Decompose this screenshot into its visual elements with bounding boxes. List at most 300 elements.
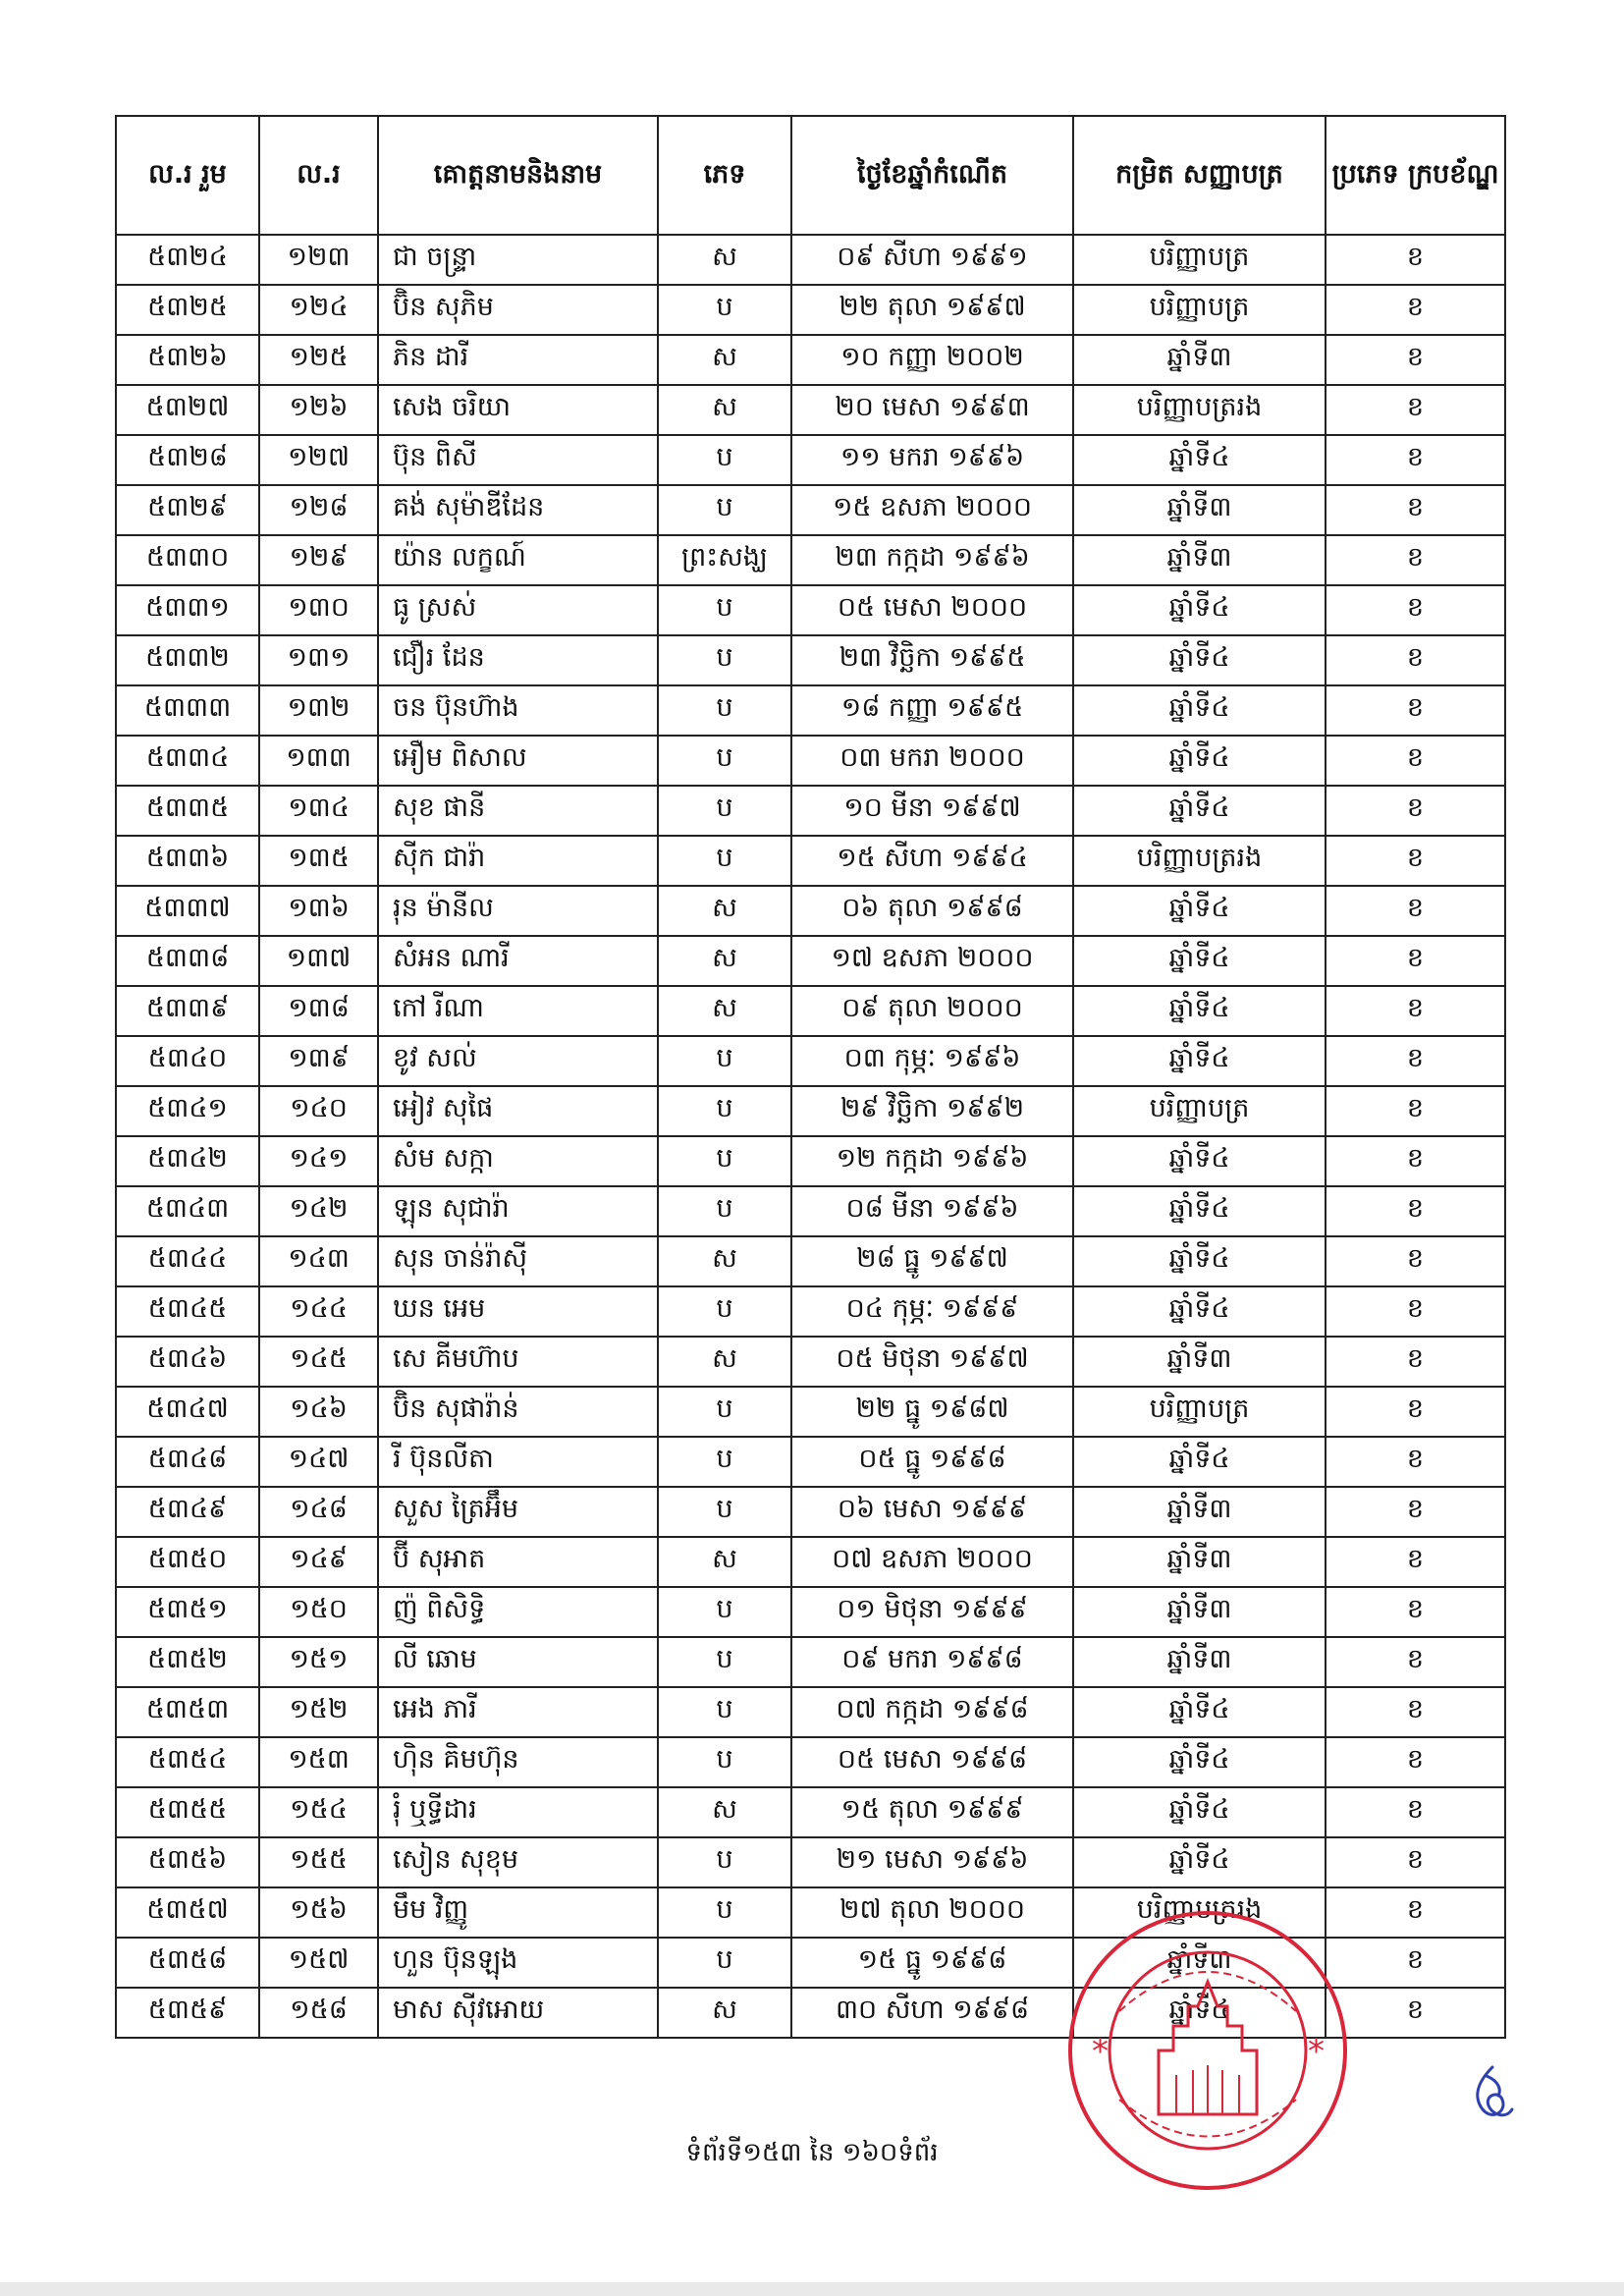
cell-degree-level: ឆ្នាំទី៤	[1073, 1437, 1326, 1487]
cell-sex: ប	[658, 585, 791, 635]
cell-full-name: មឹម វិញ្ញូ	[378, 1887, 658, 1938]
cell-date-of-birth: ០៨ មីនា ១៩៩៦	[791, 1186, 1073, 1236]
cell-full-name: ចន ប៊ុនហ៊ាង	[378, 685, 658, 736]
cell-full-name: សំអន ណារី	[378, 936, 658, 986]
cell-date-of-birth: ១៥ ធ្នូ ១៩៩៨	[791, 1938, 1073, 1988]
cell-number: ១៣០	[259, 585, 378, 635]
cell-full-name: សួស ត្រៃអ៊ឹម	[378, 1487, 658, 1537]
table-row	[116, 936, 1505, 986]
cell-degree-level: ឆ្នាំទី៤	[1073, 886, 1326, 936]
cell-frame-type: ខ	[1326, 1036, 1505, 1086]
cell-number: ១៤៨	[259, 1487, 378, 1537]
cell-date-of-birth: ០១ មិថុនា ១៩៩៩	[791, 1587, 1073, 1637]
cell-degree-level: ឆ្នាំទី៤	[1073, 685, 1326, 736]
cell-frame-type: ខ	[1326, 1988, 1505, 2038]
cell-sex: ស	[658, 385, 791, 435]
cell-overall-number: ៥៣៣០	[116, 535, 259, 585]
cell-degree-level: ឆ្នាំទី៣	[1073, 1537, 1326, 1587]
cell-frame-type: ខ	[1326, 1787, 1505, 1837]
cell-degree-level: ឆ្នាំទី៤	[1073, 1036, 1326, 1086]
cell-date-of-birth: ០៥ មិថុនា ១៩៩៧	[791, 1337, 1073, 1387]
cell-frame-type: ខ	[1326, 685, 1505, 736]
cell-full-name: ប៊ិន សុភិម	[378, 285, 658, 335]
cell-number: ១៥៦	[259, 1887, 378, 1938]
cell-frame-type: ខ	[1326, 1637, 1505, 1687]
table-row	[116, 585, 1505, 635]
cell-overall-number: ៥៣៤៩	[116, 1487, 259, 1537]
cell-number: ១៤៤	[259, 1286, 378, 1337]
table-body	[116, 235, 1505, 2038]
cell-overall-number: ៥៣៥៤	[116, 1737, 259, 1787]
cell-overall-number: ៥៣៥៩	[116, 1988, 259, 2038]
cell-number: ១៣២	[259, 685, 378, 736]
cell-sex: ប	[658, 685, 791, 736]
header-overall-number: ល.រ រួម	[116, 116, 259, 235]
cell-number: ១៥១	[259, 1637, 378, 1687]
cell-sex: ប	[658, 1286, 791, 1337]
cell-number: ១៤៣	[259, 1236, 378, 1286]
cell-sex: ប	[658, 1887, 791, 1938]
cell-frame-type: ខ	[1326, 936, 1505, 986]
cell-full-name: គង់ សុម៉ាឌីដែន	[378, 485, 658, 535]
cell-degree-level: បរិញ្ញាបត្រ	[1073, 285, 1326, 335]
table-row	[116, 285, 1505, 335]
cell-overall-number: ៥៣៤១	[116, 1086, 259, 1136]
cell-sex: ស	[658, 1988, 791, 2038]
cell-full-name: សេ គីមហ៊ាប	[378, 1337, 658, 1387]
cell-degree-level: ឆ្នាំទី៤	[1073, 1988, 1326, 2038]
cell-sex: ប	[658, 435, 791, 485]
cell-sex: ប	[658, 485, 791, 535]
cell-degree-level: ឆ្នាំទី៤	[1073, 635, 1326, 685]
cell-date-of-birth: ០៥ មេសា ១៩៩៨	[791, 1737, 1073, 1787]
table-row	[116, 1787, 1505, 1837]
cell-number: ១៤៥	[259, 1337, 378, 1387]
cell-sex: ប	[658, 786, 791, 836]
cell-frame-type: ខ	[1326, 1537, 1505, 1587]
cell-date-of-birth: ០៦ តុលា ១៩៩៨	[791, 886, 1073, 936]
cell-sex: ប	[658, 1186, 791, 1236]
cell-full-name: ជា ចន្ទ្រា	[378, 235, 658, 285]
cell-date-of-birth: ០៩ មករា ១៩៩៨	[791, 1637, 1073, 1687]
table-row	[116, 485, 1505, 535]
svg-text:*: *	[1092, 2032, 1109, 2071]
cell-sex: ប	[658, 1086, 791, 1136]
cell-date-of-birth: ២៧ តុលា ២០០០	[791, 1887, 1073, 1938]
cell-sex: ស	[658, 986, 791, 1036]
cell-sex: ប	[658, 1387, 791, 1437]
cell-full-name: ឃន អេម	[378, 1286, 658, 1337]
cell-number: ១២៥	[259, 335, 378, 385]
cell-overall-number: ៥៣២៩	[116, 485, 259, 535]
table-row	[116, 1487, 1505, 1537]
cell-degree-level: ឆ្នាំទី៣	[1073, 535, 1326, 585]
cell-full-name: ភិន ដារី	[378, 335, 658, 385]
cell-number: ១៥៤	[259, 1787, 378, 1837]
cell-date-of-birth: ០៧ កក្កដា ១៩៩៨	[791, 1687, 1073, 1737]
cell-degree-level: ឆ្នាំទី៣	[1073, 485, 1326, 535]
cell-frame-type: ខ	[1326, 535, 1505, 585]
cell-frame-type: ខ	[1326, 235, 1505, 285]
cell-number: ១៤២	[259, 1186, 378, 1236]
cell-overall-number: ៥៣៣៨	[116, 936, 259, 986]
cell-date-of-birth: ០៣ មករា ២០០០	[791, 736, 1073, 786]
cell-number: ១៣៣	[259, 736, 378, 786]
cell-overall-number: ៥៣៤៥	[116, 1286, 259, 1337]
signature-mark	[1463, 2062, 1522, 2131]
cell-number: ១២៧	[259, 435, 378, 485]
cell-date-of-birth: ១៥ ឧសភា ២០០០	[791, 485, 1073, 535]
cell-number: ១៤០	[259, 1086, 378, 1136]
cell-degree-level: ឆ្នាំទី៣	[1073, 335, 1326, 385]
cell-date-of-birth: ០៩ សីហា ១៩៩១	[791, 235, 1073, 285]
cell-date-of-birth: ២០ មេសា ១៩៩៣	[791, 385, 1073, 435]
cell-overall-number: ៥៣២៤	[116, 235, 259, 285]
cell-frame-type: ខ	[1326, 1337, 1505, 1387]
cell-degree-level: ឆ្នាំទី៣	[1073, 1337, 1326, 1387]
cell-date-of-birth: ១០ មីនា ១៩៩៧	[791, 786, 1073, 836]
table-row	[116, 235, 1505, 285]
cell-full-name: ស៊ីក ជារ៉ា	[378, 836, 658, 886]
cell-overall-number: ៥៣៤២	[116, 1136, 259, 1186]
cell-overall-number: ៥៣៥២	[116, 1637, 259, 1687]
cell-number: ១៥៨	[259, 1988, 378, 2038]
cell-date-of-birth: ២៣ កក្កដា ១៩៩៦	[791, 535, 1073, 585]
cell-overall-number: ៥៣៤០	[116, 1036, 259, 1086]
cell-sex: ប	[658, 635, 791, 685]
cell-date-of-birth: ០៥ មេសា ២០០០	[791, 585, 1073, 635]
cell-frame-type: ខ	[1326, 836, 1505, 886]
cell-degree-level: ឆ្នាំទី៣	[1073, 1938, 1326, 1988]
cell-overall-number: ៥៣៥៣	[116, 1687, 259, 1737]
cell-full-name: សុខ ផានី	[378, 786, 658, 836]
cell-overall-number: ៥៣៣៤	[116, 736, 259, 786]
cell-date-of-birth: ៣០ សីហា ១៩៩៨	[791, 1988, 1073, 2038]
cell-frame-type: ខ	[1326, 1437, 1505, 1487]
header-full-name: គោត្តនាមនិងនាម	[378, 116, 658, 235]
cell-frame-type: ខ	[1326, 1236, 1505, 1286]
cell-date-of-birth: ២២ តុលា ១៩៩៧	[791, 285, 1073, 335]
cell-degree-level: ឆ្នាំទី៣	[1073, 1587, 1326, 1637]
cell-degree-level: ឆ្នាំទី៤	[1073, 786, 1326, 836]
cell-full-name: ឡុន សុជារ៉ា	[378, 1186, 658, 1236]
table-row	[116, 736, 1505, 786]
cell-frame-type: ខ	[1326, 585, 1505, 635]
table-row	[116, 1637, 1505, 1687]
cell-overall-number: ៥៣៣៦	[116, 836, 259, 886]
table-row	[116, 1236, 1505, 1286]
table-row	[116, 1587, 1505, 1637]
cell-date-of-birth: ០៦ មេសា ១៩៩៩	[791, 1487, 1073, 1537]
cell-degree-level: បរិញ្ញាបត្ររង	[1073, 385, 1326, 435]
cell-degree-level: បរិញ្ញាបត្រ	[1073, 235, 1326, 285]
header-date-of-birth: ថ្ងៃខែឆ្នាំកំណើត	[791, 116, 1073, 235]
table-row	[116, 786, 1505, 836]
table-header-row	[116, 116, 1505, 235]
cell-overall-number: ៥៣៥៨	[116, 1938, 259, 1988]
cell-sex: ប	[658, 1587, 791, 1637]
cell-full-name: ជឿរ ដែន	[378, 635, 658, 685]
cell-date-of-birth: ០៣ កុម្ភៈ ១៩៩៦	[791, 1036, 1073, 1086]
cell-frame-type: ខ	[1326, 335, 1505, 385]
cell-full-name: សេង ចរិយា	[378, 385, 658, 435]
cell-number: ១២៣	[259, 235, 378, 285]
cell-overall-number: ៥៣២៥	[116, 285, 259, 335]
cell-frame-type: ខ	[1326, 1286, 1505, 1337]
cell-date-of-birth: ២២ ធ្នូ ១៩៨៧	[791, 1387, 1073, 1437]
cell-date-of-birth: ២៨ ធ្នូ ១៩៩៧	[791, 1236, 1073, 1286]
cell-full-name: ខូវ សល់	[378, 1036, 658, 1086]
table-row	[116, 1537, 1505, 1587]
cell-degree-level: ឆ្នាំទី៤	[1073, 936, 1326, 986]
table-row	[116, 1837, 1505, 1887]
cell-frame-type: ខ	[1326, 1887, 1505, 1938]
cell-number: ១៥០	[259, 1587, 378, 1637]
cell-sex: ស	[658, 1337, 791, 1387]
cell-overall-number: ៥៣២៨	[116, 435, 259, 485]
table-row	[116, 1938, 1505, 1988]
cell-frame-type: ខ	[1326, 1587, 1505, 1637]
cell-overall-number: ៥៣៥៧	[116, 1887, 259, 1938]
cell-overall-number: ៥៣៣២	[116, 635, 259, 685]
cell-frame-type: ខ	[1326, 485, 1505, 535]
cell-number: ១៣៤	[259, 786, 378, 836]
cell-full-name: សំម សក្កា	[378, 1136, 658, 1186]
personnel-table	[115, 115, 1506, 2039]
cell-overall-number: ៥៣៤៤	[116, 1236, 259, 1286]
header-number: ល.រ	[259, 116, 378, 235]
cell-frame-type: ខ	[1326, 1387, 1505, 1437]
cell-degree-level: ឆ្នាំទី៤	[1073, 1286, 1326, 1337]
cell-sex: ស	[658, 235, 791, 285]
cell-date-of-birth: ១៥ សីហា ១៩៩៤	[791, 836, 1073, 886]
cell-overall-number: ៥៣២៦	[116, 335, 259, 385]
table-row	[116, 1286, 1505, 1337]
cell-date-of-birth: ០៥ ធ្នូ ១៩៩៨	[791, 1437, 1073, 1487]
cell-overall-number: ៥៣៥៦	[116, 1837, 259, 1887]
cell-overall-number: ៥៣៥០	[116, 1537, 259, 1587]
cell-overall-number: ៥៣៤៦	[116, 1337, 259, 1387]
cell-number: ១៣៩	[259, 1036, 378, 1086]
cell-sex: ស	[658, 1236, 791, 1286]
header-sex: ភេទ	[658, 116, 791, 235]
cell-date-of-birth: ១៨ កញ្ញា ១៩៩៥	[791, 685, 1073, 736]
cell-number: ១៣៥	[259, 836, 378, 886]
cell-date-of-birth: ១០ កញ្ញា ២០០២	[791, 335, 1073, 385]
cell-degree-level: ឆ្នាំទី៤	[1073, 435, 1326, 485]
cell-degree-level: ឆ្នាំទី៤	[1073, 1136, 1326, 1186]
cell-degree-level: បរិញ្ញាបត្ររង	[1073, 1887, 1326, 1938]
table-row	[116, 986, 1505, 1036]
cell-overall-number: ៥៣៣៥	[116, 786, 259, 836]
cell-sex: ប	[658, 285, 791, 335]
cell-frame-type: ខ	[1326, 385, 1505, 435]
table-row	[116, 1186, 1505, 1236]
cell-sex: ប	[658, 1437, 791, 1487]
cell-overall-number: ៥៣៤៧	[116, 1387, 259, 1437]
cell-overall-number: ៥៣៣៣	[116, 685, 259, 736]
cell-sex: ប	[658, 1036, 791, 1086]
cell-number: ១២៨	[259, 485, 378, 535]
cell-date-of-birth: ១៥ តុលា ១៩៩៩	[791, 1787, 1073, 1837]
table-row	[116, 1737, 1505, 1787]
cell-frame-type: ខ	[1326, 1687, 1505, 1737]
cell-number: ១៥២	[259, 1687, 378, 1737]
cell-full-name: យ៉ាន លក្ខណ៍	[378, 535, 658, 585]
table-row	[116, 886, 1505, 936]
cell-degree-level: ឆ្នាំទី៤	[1073, 1236, 1326, 1286]
cell-degree-level: ឆ្នាំទី៤	[1073, 986, 1326, 1036]
cell-full-name: រុំ ឬទ្ធីដារ	[378, 1787, 658, 1837]
cell-degree-level: ឆ្នាំទី៣	[1073, 1637, 1326, 1687]
table-row	[116, 685, 1505, 736]
header-frame-type: ប្រភេទ ក្របខ័ណ្ឌ	[1326, 116, 1505, 235]
cell-full-name: កៅ រីណា	[378, 986, 658, 1036]
cell-sex: ព្រះសង្ឃ	[658, 535, 791, 585]
cell-number: ១២៤	[259, 285, 378, 335]
cell-frame-type: ខ	[1326, 1737, 1505, 1787]
table-row	[116, 1988, 1505, 2038]
cell-sex: ប	[658, 1837, 791, 1887]
cell-frame-type: ខ	[1326, 1086, 1505, 1136]
cell-full-name: រី ប៊ុនលីតា	[378, 1437, 658, 1487]
cell-frame-type: ខ	[1326, 1136, 1505, 1186]
cell-full-name: អឿម ពិសាល	[378, 736, 658, 786]
cell-number: ១៣៧	[259, 936, 378, 986]
cell-frame-type: ខ	[1326, 886, 1505, 936]
cell-degree-level: ឆ្នាំទី៣	[1073, 1487, 1326, 1537]
cell-sex: ប	[658, 1487, 791, 1537]
cell-frame-type: ខ	[1326, 986, 1505, 1036]
cell-sex: ប	[658, 1637, 791, 1687]
cell-date-of-birth: ០៧ ឧសភា ២០០០	[791, 1537, 1073, 1587]
cell-degree-level: ឆ្នាំទី៤	[1073, 1837, 1326, 1887]
cell-full-name: ញ៉ ពិសិទ្ធិ	[378, 1587, 658, 1637]
cell-number: ១៣១	[259, 635, 378, 685]
table-row	[116, 1337, 1505, 1387]
cell-frame-type: ខ	[1326, 1487, 1505, 1537]
table-row	[116, 435, 1505, 485]
cell-sex: ប	[658, 1687, 791, 1737]
cell-full-name: សៀន សុខុម	[378, 1837, 658, 1887]
cell-number: ១៤៧	[259, 1437, 378, 1487]
cell-degree-level: ឆ្នាំទី៤	[1073, 736, 1326, 786]
cell-number: ១២៩	[259, 535, 378, 585]
cell-degree-level: ឆ្នាំទី៤	[1073, 1687, 1326, 1737]
scan-edge	[0, 2282, 1624, 2296]
svg-text:*: *	[1308, 2032, 1325, 2071]
cell-sex: ប	[658, 736, 791, 786]
table-row	[116, 1036, 1505, 1086]
cell-date-of-birth: ១១ មករា ១៩៩៦	[791, 435, 1073, 485]
header-degree-level: កម្រិត សញ្ញាបត្រ	[1073, 116, 1326, 235]
cell-degree-level: បរិញ្ញាបត្ររង	[1073, 836, 1326, 886]
cell-full-name: ប៊ី សុអាត	[378, 1537, 658, 1587]
cell-number: ១៤៩	[259, 1537, 378, 1587]
cell-number: ១២៦	[259, 385, 378, 435]
cell-overall-number: ៥៣៥១	[116, 1587, 259, 1637]
table-row	[116, 635, 1505, 685]
cell-sex: ស	[658, 886, 791, 936]
cell-sex: ស	[658, 936, 791, 986]
cell-date-of-birth: ១៧ ឧសភា ២០០០	[791, 936, 1073, 986]
page-number-footer: ទំព័រទី១៥៣ នៃ ១៦០ទំព័រ	[685, 2138, 939, 2167]
table-row	[116, 1437, 1505, 1487]
cell-sex: ប	[658, 1136, 791, 1186]
cell-sex: ស	[658, 1537, 791, 1587]
cell-full-name: ហ៊ិន គិមហ៊ុន	[378, 1737, 658, 1787]
cell-sex: ស	[658, 1787, 791, 1837]
cell-full-name: មាស ស៊ីវអោយ	[378, 1988, 658, 2038]
cell-number: ១៣៨	[259, 986, 378, 1036]
cell-overall-number: ៥៣២៧	[116, 385, 259, 435]
cell-frame-type: ខ	[1326, 1938, 1505, 1988]
cell-number: ១៥៥	[259, 1837, 378, 1887]
cell-full-name: លី ឆោម	[378, 1637, 658, 1687]
cell-frame-type: ខ	[1326, 285, 1505, 335]
table-row	[116, 1887, 1505, 1938]
cell-degree-level: ឆ្នាំទី៤	[1073, 1737, 1326, 1787]
table-row	[116, 1086, 1505, 1136]
cell-frame-type: ខ	[1326, 1837, 1505, 1887]
cell-overall-number: ៥៣៤៣	[116, 1186, 259, 1236]
cell-degree-level: បរិញ្ញាបត្រ	[1073, 1086, 1326, 1136]
cell-frame-type: ខ	[1326, 1186, 1505, 1236]
cell-sex: ប	[658, 1938, 791, 1988]
cell-full-name: ហួន ប៊ុនឡុង	[378, 1938, 658, 1988]
cell-full-name: អៀវ សុផៃ	[378, 1086, 658, 1136]
cell-full-name: សុន ចាន់រ៉ាស៊ី	[378, 1236, 658, 1286]
cell-sex: ប	[658, 1737, 791, 1787]
cell-full-name: ប៊ិន សុផារ៉ាន់	[378, 1387, 658, 1437]
cell-full-name: ប៊ុន ពិសី	[378, 435, 658, 485]
cell-frame-type: ខ	[1326, 786, 1505, 836]
cell-full-name: អេង ភារី	[378, 1687, 658, 1737]
cell-full-name: រុន ម៉ានីល	[378, 886, 658, 936]
cell-number: ១៥៧	[259, 1938, 378, 1988]
cell-date-of-birth: ០៩ តុលា ២០០០	[791, 986, 1073, 1036]
cell-date-of-birth: ១២ កក្កដា ១៩៩៦	[791, 1136, 1073, 1186]
cell-overall-number: ៥៣៣១	[116, 585, 259, 635]
cell-degree-level: ឆ្នាំទី៤	[1073, 585, 1326, 635]
cell-date-of-birth: ២៩ វិច្ឆិកា ១៩៩២	[791, 1086, 1073, 1136]
table-row	[116, 1387, 1505, 1437]
cell-degree-level: ឆ្នាំទី៤	[1073, 1186, 1326, 1236]
cell-overall-number: ៥៣៣៧	[116, 886, 259, 936]
table-row	[116, 335, 1505, 385]
table-row	[116, 836, 1505, 886]
table-row	[116, 535, 1505, 585]
cell-date-of-birth: ២៣ វិច្ឆិកា ១៩៩៥	[791, 635, 1073, 685]
cell-frame-type: ខ	[1326, 635, 1505, 685]
cell-overall-number: ៥៣៣៩	[116, 986, 259, 1036]
table-row	[116, 1687, 1505, 1737]
cell-number: ១៥៣	[259, 1737, 378, 1787]
cell-number: ១៣៦	[259, 886, 378, 936]
cell-degree-level: បរិញ្ញាបត្រ	[1073, 1387, 1326, 1437]
cell-frame-type: ខ	[1326, 435, 1505, 485]
cell-overall-number: ៥៣៤៨	[116, 1437, 259, 1487]
table-row	[116, 385, 1505, 435]
cell-degree-level: ឆ្នាំទី៤	[1073, 1787, 1326, 1837]
cell-sex: ស	[658, 335, 791, 385]
cell-date-of-birth: ២១ មេសា ១៩៩៦	[791, 1837, 1073, 1887]
cell-number: ១៤១	[259, 1136, 378, 1186]
cell-frame-type: ខ	[1326, 736, 1505, 786]
cell-sex: ប	[658, 836, 791, 886]
cell-date-of-birth: ០៤ កុម្ភៈ ១៩៩៩	[791, 1286, 1073, 1337]
cell-overall-number: ៥៣៥៥	[116, 1787, 259, 1837]
